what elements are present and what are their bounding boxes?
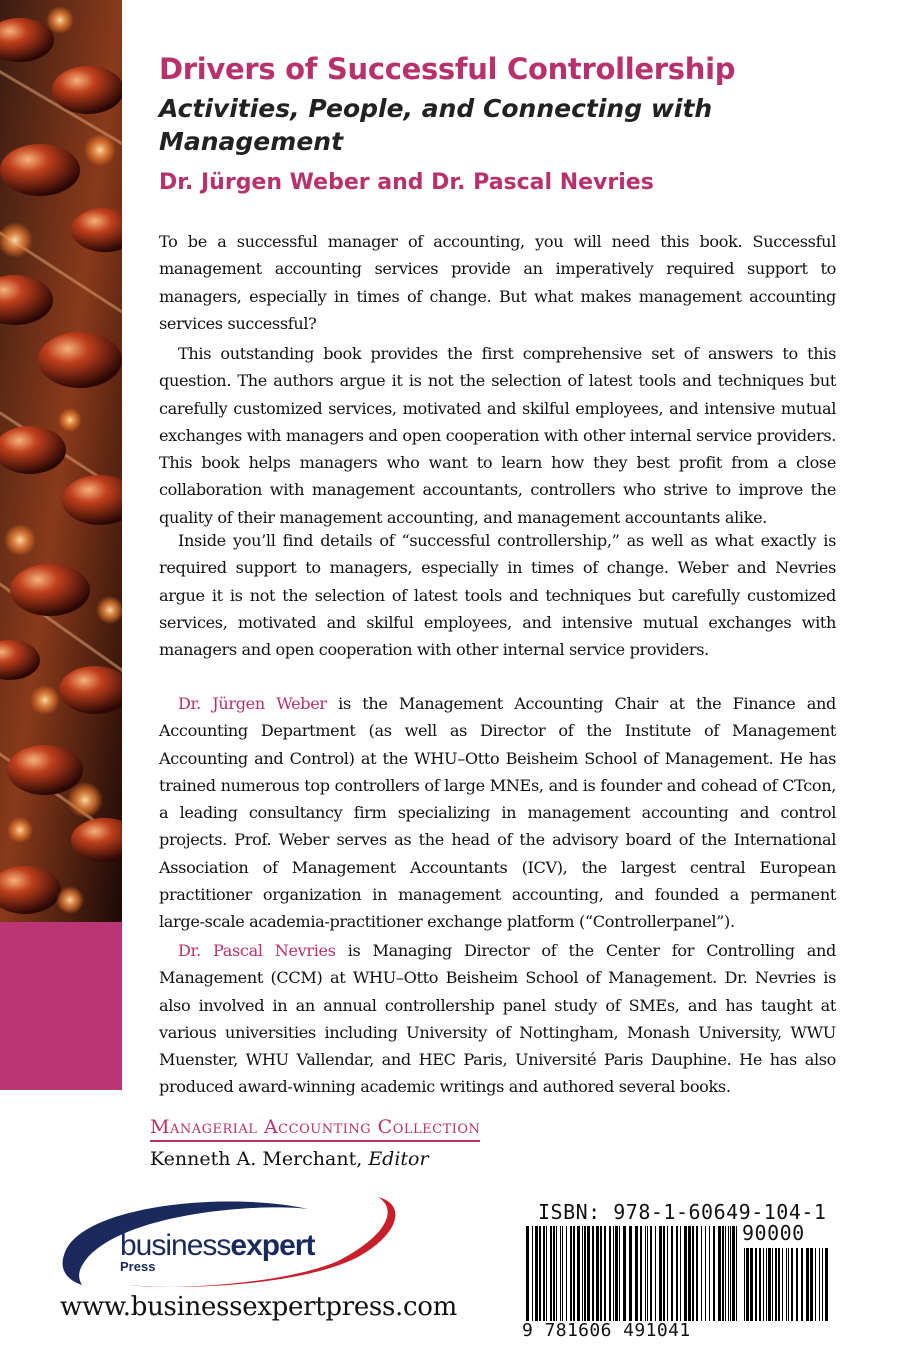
editor-role: Editor [368, 1148, 429, 1170]
weber-bio [159, 690, 836, 936]
svg-text:businessexpert [120, 1229, 315, 1262]
editor-name: Kenneth A. Merchant, [150, 1148, 363, 1170]
business-expert-press-logo [58, 1195, 408, 1291]
logo-word-press: Press [120, 1259, 156, 1274]
logo-word-business: business [120, 1229, 231, 1262]
series-editor [150, 1148, 429, 1170]
description-paragraph-2: This outstanding book provides the first comprehensive set of answers to this question. The authors argue it is not the selection of latest tools and techniques but carefully customized services, motivated and skilful employees, and intensive mutual exchanges with managers and open cooperation with other internal service providers. This book helps managers who want to learn how they best profit from a close collaboration with management accountants, controllers who strive to improve the quality of their management accounting, and management accountants alike. [159, 344, 836, 527]
description-paragraph-3: Inside you’ll find details of “successful controllership,” as well as what exactly is required support to managers, especially in times of change. Weber and Nevries argue it is not the selection of latest tools and techniques but carefully customized services, motivated and skilful employees, and intensive mutual exchanges with managers and open cooperation with other internal service providers. [159, 531, 836, 660]
weber-bio-text: is the Management Accounting Chair at the Finance and Accounting Department (as well as Director of the Institute of Management Accounting and Control) at the WHU–Otto Beisheim School of Management. He has trained numerous top controllers of large MNEs, and is founder and cohead of CTcon, a leading consultancy firm specializing in management accounting and control projects. Prof. Weber serves as the head of the advisory board of the International Association of Management Accountants (ICV), the largest central European practitioner organization in management accounting, and founded a permanent large-scale academia-practitioner exchange platform (“Controllerpanel”). [159, 694, 836, 932]
authors-line: Dr. Jürgen Weber and Dr. Pascal Nevries [159, 170, 654, 195]
cover-abacus-photo [0, 0, 122, 922]
logo-word-expert: expert [230, 1229, 315, 1262]
barcode-digits: 9 781606 491041 [522, 1320, 691, 1341]
series-title: Managerial Accounting Collection [150, 1116, 480, 1142]
isbn-barcode [524, 1226, 739, 1321]
book-subtitle: Activities, People, and Connecting with Management [159, 94, 713, 156]
book-title: Drivers of Successful Controllership [159, 52, 736, 86]
weber-name: Dr. Jürgen Weber [178, 694, 327, 713]
nevries-name: Dr. Pascal Nevries [178, 941, 336, 960]
publisher-website: www.businessexpertpress.com [60, 1292, 457, 1322]
description-paragraph-1: To be a successful manager of accounting, you will need this book. Successful management accounting services provide an imperatively required support to managers, especially in times of change. But what makes management accounting services successful? [159, 232, 836, 333]
nevries-bio-text: is Managing Director of the Center for Controlling and Management (CCM) at WHU–Otto Beisheim School of Management. Dr. Nevries is also involved in an annual controllership panel study of SMEs, and has taught at various universities including University of Nottingham, Monash University, WWU Muenster, WHU Vallendar, and HEC Paris, Université Paris Dauphine. He has also produced award-winning academic writings and authored several books. [159, 941, 836, 1097]
nevries-bio [159, 937, 836, 1101]
price-addon-code: 90000 [742, 1221, 805, 1245]
price-addon-barcode [742, 1248, 832, 1321]
isbn-number: ISBN: 978-1-60649-104-1 [538, 1200, 827, 1224]
accent-color-band [0, 922, 122, 1090]
